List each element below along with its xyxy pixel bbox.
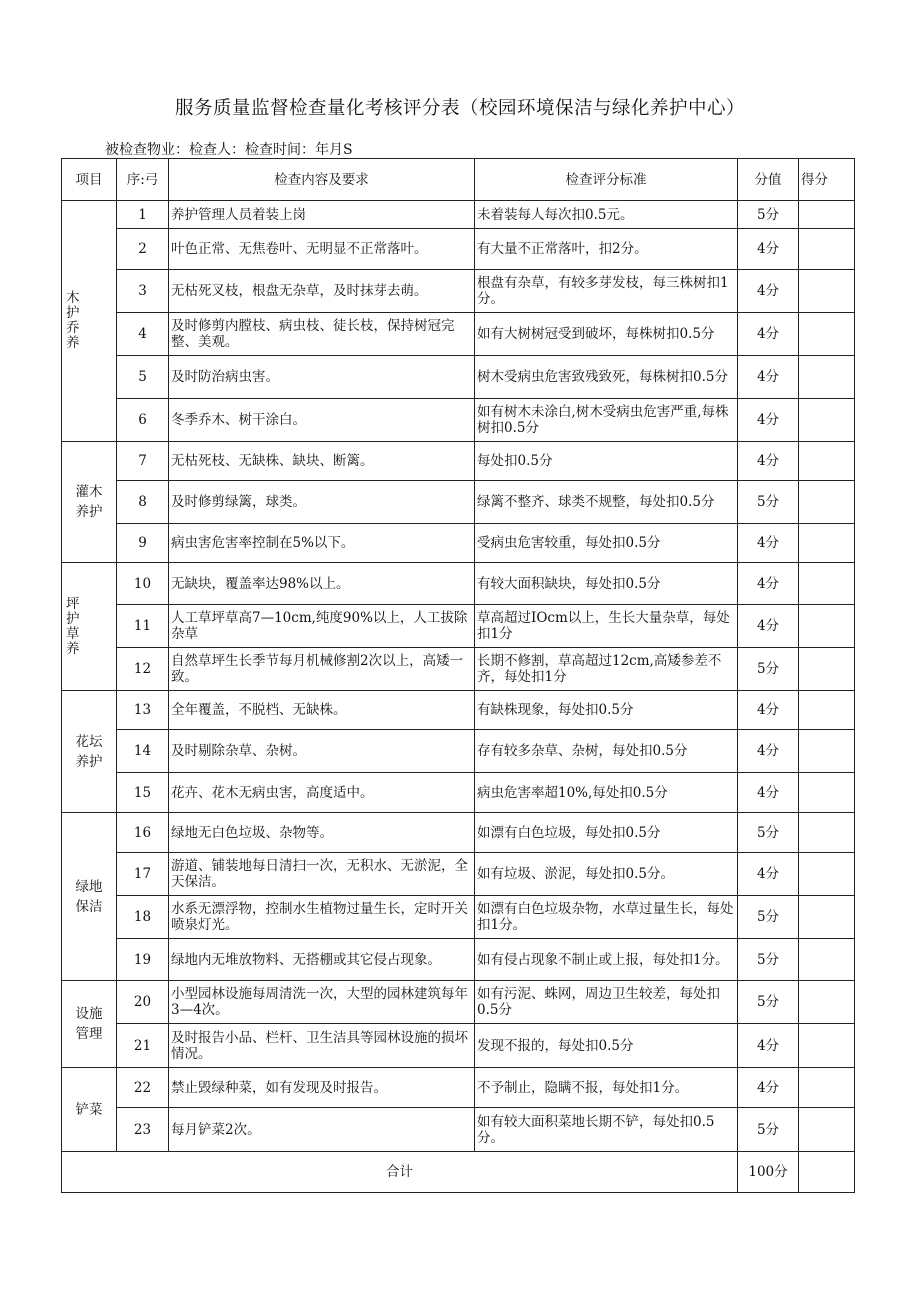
score-cell[interactable] <box>799 853 855 896</box>
requirement-cell: 无枯死枝、无缺株、缺块、断篱。 <box>169 442 475 481</box>
row-number: 6 <box>117 399 169 442</box>
table-row <box>62 691 855 730</box>
value-cell: 4分 <box>738 730 799 773</box>
score-cell[interactable] <box>799 605 855 648</box>
score-cell[interactable] <box>799 648 855 691</box>
table-row <box>62 896 855 939</box>
table-row <box>62 524 855 563</box>
category-cell <box>62 813 117 981</box>
table-row <box>62 730 855 773</box>
score-cell[interactable] <box>799 356 855 399</box>
score-cell[interactable] <box>799 524 855 563</box>
score-cell[interactable] <box>799 773 855 813</box>
standard-cell: 未着装每人每次扣0.5元。 <box>475 201 738 229</box>
value-cell: 4分 <box>738 691 799 730</box>
header-content: 检查内容及要求 <box>169 159 475 201</box>
score-table <box>61 158 855 1193</box>
requirement-cell: 每月铲菜2次。 <box>169 1108 475 1152</box>
table-row <box>62 1108 855 1152</box>
row-number: 23 <box>117 1108 169 1152</box>
row-number: 9 <box>117 524 169 563</box>
category-label: 设施管理 <box>75 1006 103 1042</box>
standard-cell: 如有较大面积菜地长期不铲，每处扣0.5分。 <box>475 1108 738 1152</box>
requirement-cell: 及时修剪绿篱，球类。 <box>169 481 475 524</box>
standard-cell: 不予制止，隐瞒不报，每处扣1分。 <box>475 1068 738 1108</box>
table-row <box>62 1024 855 1068</box>
standard-cell: 如漂有白色垃圾，每处扣0.5分 <box>475 813 738 853</box>
score-cell[interactable] <box>799 270 855 313</box>
requirement-cell: 绿地内无堆放物料、无搭棚或其它侵占现象。 <box>169 939 475 981</box>
table-row <box>62 229 855 270</box>
total-score-cell[interactable] <box>799 1152 855 1193</box>
inspection-meta: 被检查物业：检查人：检查时间：年月S <box>105 142 353 158</box>
standard-cell: 有缺株现象，每处扣0.5分 <box>475 691 738 730</box>
table-row <box>62 356 855 399</box>
value-cell: 4分 <box>738 853 799 896</box>
requirement-cell: 禁止毁绿种菜，如有发现及时报告。 <box>169 1068 475 1108</box>
category-cell <box>62 1068 117 1152</box>
header-value: 分值 <box>738 159 799 201</box>
value-cell: 5分 <box>738 981 799 1024</box>
row-number: 4 <box>117 313 169 356</box>
row-number: 14 <box>117 730 169 773</box>
value-cell: 4分 <box>738 524 799 563</box>
requirement-cell: 病虫害危害率控制在5%以下。 <box>169 524 475 563</box>
table-row <box>62 605 855 648</box>
table-row <box>62 1068 855 1108</box>
category-label: 灌木养护 <box>75 484 103 520</box>
score-cell[interactable] <box>799 730 855 773</box>
value-cell: 5分 <box>738 481 799 524</box>
row-number: 21 <box>117 1024 169 1068</box>
requirement-cell: 无枯死叉枝，根盘无杂草，及时抹芽去萌。 <box>169 270 475 313</box>
row-number: 5 <box>117 356 169 399</box>
score-cell[interactable] <box>799 813 855 853</box>
table-row <box>62 773 855 813</box>
row-number: 11 <box>117 605 169 648</box>
score-cell[interactable] <box>799 896 855 939</box>
value-cell: 4分 <box>738 563 799 605</box>
value-cell: 5分 <box>738 896 799 939</box>
score-cell[interactable] <box>799 563 855 605</box>
requirement-cell: 自然草坪生长季节每月机械修割2次以上，高矮一致。 <box>169 648 475 691</box>
category-label: 绿地保洁 <box>75 878 103 915</box>
value-cell: 4分 <box>738 1068 799 1108</box>
row-number: 12 <box>117 648 169 691</box>
score-cell[interactable] <box>799 1108 855 1152</box>
category-cell <box>62 442 117 563</box>
standard-cell: 树木受病虫危害致残致死，每株树扣0.5分 <box>475 356 738 399</box>
standard-cell: 如漂有白色垃圾杂物，水草过量生长，每处扣1分。 <box>475 896 738 939</box>
standard-cell: 有大量不正常落叶，扣2分。 <box>475 229 738 270</box>
category-label: 坪护草养 <box>66 595 80 657</box>
value-cell: 4分 <box>738 270 799 313</box>
header-score: 得分 <box>799 159 855 201</box>
table-row <box>62 399 855 442</box>
row-number: 1 <box>117 201 169 229</box>
score-cell[interactable] <box>799 399 855 442</box>
row-number: 8 <box>117 481 169 524</box>
category-label: 花坛养护 <box>75 733 103 770</box>
score-cell[interactable] <box>799 1024 855 1068</box>
value-cell: 5分 <box>738 813 799 853</box>
category-cell <box>62 563 117 691</box>
value-cell: 5分 <box>738 1108 799 1152</box>
requirement-cell: 花卉、花木无病虫害，高度适中。 <box>169 773 475 813</box>
requirement-cell: 冬季乔木、树干涂白。 <box>169 399 475 442</box>
value-cell: 4分 <box>738 399 799 442</box>
score-cell[interactable] <box>799 1068 855 1108</box>
requirement-cell: 水系无漂浮物，控制水生植物过量生长，定时开关喷泉灯光。 <box>169 896 475 939</box>
requirement-cell: 小型园林设施每周清洗一次，大型的园林建筑每年3—4次。 <box>169 981 475 1024</box>
value-cell: 4分 <box>738 356 799 399</box>
table-row <box>62 981 855 1024</box>
total-row <box>62 1152 855 1193</box>
score-cell[interactable] <box>799 981 855 1024</box>
row-number: 18 <box>117 896 169 939</box>
total-value: 100分 <box>738 1152 799 1193</box>
requirement-cell: 全年覆盖，不脱档、无缺株。 <box>169 691 475 730</box>
table-row <box>62 313 855 356</box>
score-cell[interactable] <box>799 313 855 356</box>
standard-cell: 如有污泥、蛛网，周边卫生较差，每处扣0.5分 <box>475 981 738 1024</box>
table-row <box>62 270 855 313</box>
requirement-cell: 人工草坪草高7—10cm,纯度90%以上，人工拔除杂草 <box>169 605 475 648</box>
page-title: 服务质量监督检查量化考核评分表（校园环境保洁与绿化养护中心） <box>174 98 745 119</box>
row-number: 20 <box>117 981 169 1024</box>
requirement-cell: 及时剔除杂草、杂树。 <box>169 730 475 773</box>
value-cell: 4分 <box>738 605 799 648</box>
standard-cell: 发现不报的，每处扣0.5分 <box>475 1024 738 1068</box>
header-item: 项目 <box>62 159 117 201</box>
standard-cell: 如有垃圾、淤泥，每处扣0.5分。 <box>475 853 738 896</box>
value-cell: 5分 <box>738 939 799 981</box>
row-number: 15 <box>117 773 169 813</box>
score-cell[interactable] <box>799 481 855 524</box>
value-cell: 5分 <box>738 648 799 691</box>
requirement-cell: 叶色正常、无焦卷叶、无明显不正常落叶。 <box>169 229 475 270</box>
category-cell <box>62 201 117 442</box>
table-row <box>62 813 855 853</box>
row-number: 10 <box>117 563 169 605</box>
requirement-cell: 绿地无白色垃圾、杂物等。 <box>169 813 475 853</box>
value-cell: 4分 <box>738 773 799 813</box>
standard-cell: 病虫危害率超10%,每处扣0.5分 <box>475 773 738 813</box>
table-row <box>62 563 855 605</box>
header-standard: 检查评分标准 <box>475 159 738 201</box>
row-number: 16 <box>117 813 169 853</box>
row-number: 17 <box>117 853 169 896</box>
header-no: 序:弓 <box>117 159 169 201</box>
row-number: 22 <box>117 1068 169 1108</box>
requirement-cell: 无缺块，覆盖率达98%以上。 <box>169 563 475 605</box>
value-cell: 4分 <box>738 313 799 356</box>
category-cell <box>62 691 117 813</box>
table-row <box>62 201 855 229</box>
value-cell: 4分 <box>738 1024 799 1068</box>
row-number: 13 <box>117 691 169 730</box>
requirement-cell: 游道、铺装地每日清扫一次，无积水、无淤泥，全天保洁。 <box>169 853 475 896</box>
standard-cell: 绿篱不整齐、球类不规整，每处扣0.5分 <box>475 481 738 524</box>
category-label: 铲菜 <box>75 1101 103 1118</box>
header-row <box>62 159 855 201</box>
table-row <box>62 442 855 481</box>
row-number: 3 <box>117 270 169 313</box>
table-row <box>62 853 855 896</box>
table-row <box>62 648 855 691</box>
category-cell <box>62 981 117 1068</box>
requirement-cell: 及时修剪内膛枝、病虫枝、徒长枝，保持树冠完整、美观。 <box>169 313 475 356</box>
score-cell[interactable] <box>799 939 855 981</box>
standard-cell: 有较大面积缺块，每处扣0.5分 <box>475 563 738 605</box>
standard-cell: 根盘有杂草，有较多芽发枝，每三株树扣1分。 <box>475 270 738 313</box>
value-cell: 4分 <box>738 229 799 270</box>
requirement-cell: 及时防治病虫害。 <box>169 356 475 399</box>
requirement-cell: 及时报告小品、栏杆、卫生洁具等园林设施的损坏情况。 <box>169 1024 475 1068</box>
standard-cell: 如有大树树冠受到破坏，每株树扣0.5分 <box>475 313 738 356</box>
standard-cell: 受病虫危害较重，每处扣0.5分 <box>475 524 738 563</box>
requirement-cell: 养护管理人员着装上岗 <box>169 201 475 229</box>
table-row <box>62 939 855 981</box>
row-number: 7 <box>117 442 169 481</box>
standard-cell: 如有树木未涂白,树木受病虫危害严重,每株树扣0.5分 <box>475 399 738 442</box>
row-number: 19 <box>117 939 169 981</box>
category-label: 木护乔养 <box>66 290 80 351</box>
total-label: 合计 <box>62 1152 738 1193</box>
score-cell[interactable] <box>799 691 855 730</box>
standard-cell: 草高超过IOcm以上，生长大量杂草，每处扣1分 <box>475 605 738 648</box>
score-cell[interactable] <box>799 442 855 481</box>
score-cell[interactable] <box>799 201 855 229</box>
standard-cell: 如有侵占现象不制止或上报，每处扣1分。 <box>475 939 738 981</box>
standard-cell: 存有较多杂草、杂树，每处扣0.5分 <box>475 730 738 773</box>
value-cell: 4分 <box>738 442 799 481</box>
standard-cell: 每处扣0.5分 <box>475 442 738 481</box>
table-row <box>62 481 855 524</box>
standard-cell: 长期不修割，草高超过12cm,高矮参差不齐，每处扣1分 <box>475 648 738 691</box>
row-number: 2 <box>117 229 169 270</box>
score-cell[interactable] <box>799 229 855 270</box>
value-cell: 5分 <box>738 201 799 229</box>
